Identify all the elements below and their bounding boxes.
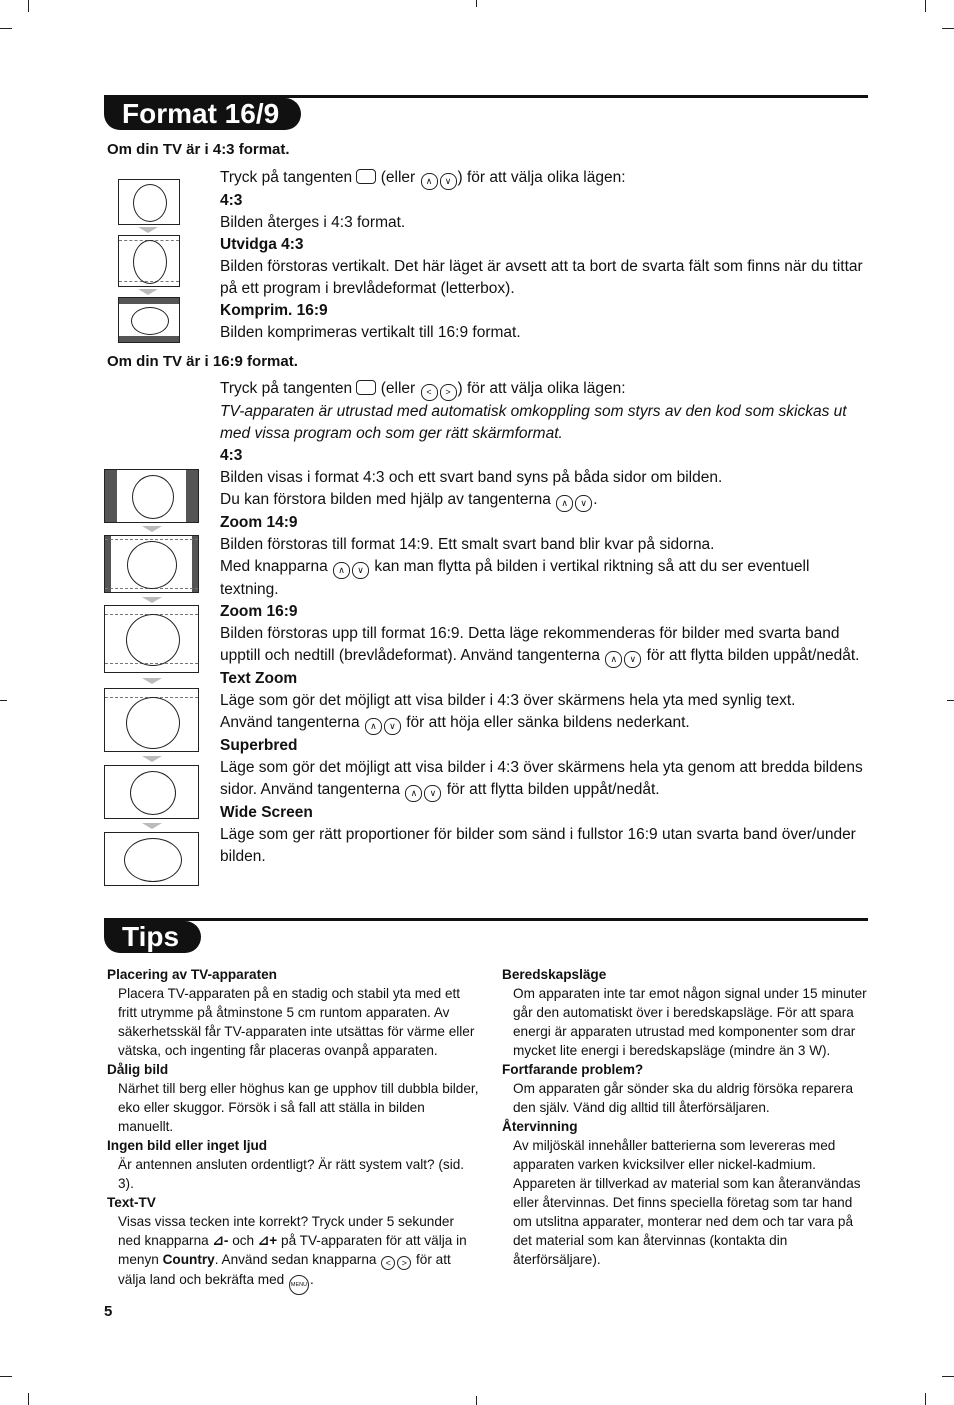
volume-plus-key: ⊿+ (257, 1233, 278, 1248)
arrow-icon (138, 227, 158, 233)
tv-superwide-icon (104, 765, 199, 819)
tip-text: Närhet till berg eller höghus kan ge upphov till dubbla bilder, eko eller skuggor. Försök i så fall att ställa in bilden manuellt. (118, 1081, 479, 1134)
mode-name: 4:3 (220, 192, 243, 209)
tip-heading: Fortfarande problem? (502, 1062, 644, 1077)
mode-name: Text Zoom (220, 670, 298, 687)
arrow-icon (142, 756, 162, 762)
tip-heading: Beredskapsläge (502, 967, 607, 982)
crop-mark (0, 1376, 12, 1377)
section-169-text: Tryck på tangenten (eller < > ) för att välja olika lägen: TV-apparaten är utrustad med automatisk omkoppling som styrs av den kod som skickas ut med vissa program och som ger rätt skärmformat. 4:3 Bilden visas i format 4:3 och ett svart band syns på båda sidor om bilden. Du kan förstora bilden med hjälp av tangenterna ∧ ∨ . Zoom 14:9 Bilden förstoras till format 14:9. Ett smalt svart band blir kvar på sidorna. Med knapparna ∧ ∨ kan man flytta på bilden i vertikal riktning så att du ser eventuell textning. Zoom 16:9 Bilden förstoras upp till format 16:9. Detta läge rekommenderas för bilder med svarta band upptill och nedtill (brevlådeformat). Använd tangenterna ∧ ∨ för att flytta bilden uppåt/nedåt. Text Zoom Läge som gör det möjligt att visa bilder i 4:3 över skärmens hela yta med synlig text. Använd tangenterna ∧ ∨ för att höja eller sänka bildens nederkant. Superbred Läge som gör det möjligt att visa bilder i 4:3 över skärmens hela yta genom att bredda bildens sidor. Använd tangenterna ∧ ∨ för att flytta bilden uppåt/nedåt. Wide Screen Läge som ger rätt proportioner för bilder som sänd i fullstor 16:9 utan svarta band över/under bilden. (220, 378, 870, 868)
arrow-icon (142, 678, 162, 684)
tv-zoom-149-icon (104, 535, 199, 593)
auto-switch-note: TV-apparaten är utrustad med automatisk omkoppling som styrs av den kod som skickas ut med vissa program och som ger rätt skärmformat. (220, 403, 847, 442)
crop-mark (925, 0, 926, 12)
format-key-icon (356, 380, 376, 395)
tip-heading: Dålig bild (107, 1062, 169, 1077)
mode-desc: Läge som gör det möjligt att visa bilder i 4:3 över skärmens hela yta med synlig text. (220, 692, 796, 709)
arrow-icon (142, 823, 162, 829)
tv-43-icon (118, 179, 180, 225)
crop-mark (476, 1396, 477, 1405)
format-key-icon (356, 169, 376, 184)
crop-mark (0, 700, 7, 701)
mode-desc: Bilden förstoras till format 14:9. Ett smalt svart band blir kvar på sidorna. (220, 536, 715, 553)
arrow-icon (138, 289, 158, 295)
crop-mark (942, 28, 954, 29)
tip-text: Om apparaten inte tar emot någon signal under 15 minuter går den automatiskt över i beredskapsläge. För att spara energi är apparaten utrustad med komponenter som drar mycket lite energi i beredskapsläge (mindre än 3 W). (513, 986, 867, 1058)
header-rule (104, 918, 868, 921)
tip-text: Om apparaten går sönder ska du aldrig försöka reparera den själv. Vänd dig alltid till återförsäljaren. (513, 1081, 854, 1115)
country-menu-word: Country (162, 1252, 215, 1267)
tv-widescreen-icon (104, 832, 199, 886)
mode-desc: Bilden komprimeras vertikalt till 16:9 format. (220, 324, 521, 341)
left-key-icon: < (381, 1256, 395, 1270)
mode-name: Wide Screen (220, 804, 313, 821)
tip-text: Av miljöskäl innehåller batterierna som levereras med apparaten varken kvicksilver eller nickel-kadmium. Appareten är tillverkad av material som kan återanvändas eller återvinnas. Det finns speciella företag som tar hand om utslitna apparater, monterar ned dem och tar vara på det material som kan återvinnas (kontakta din återförsäljare). (513, 1138, 861, 1267)
tip-text: Är antennen ansluten ordentligt? Är rätt system valt? (sid. 3). (118, 1157, 465, 1191)
tip-heading: Återvinning (502, 1119, 578, 1134)
down-key-icon: ∨ (424, 785, 441, 802)
up-key-icon: ∧ (605, 651, 622, 668)
tv-expand-43-icon (118, 235, 180, 287)
arrow-icon (142, 597, 162, 603)
tv-text-zoom-icon (104, 688, 199, 752)
tips-left-column (107, 965, 479, 1295)
mode-name: Zoom 16:9 (220, 603, 298, 620)
tv-zoom-169-icon (104, 605, 199, 673)
section-169-heading: Om din TV är i 16:9 format. (107, 353, 298, 370)
arrow-icon (142, 526, 162, 532)
page-number: 5 (104, 1303, 113, 1320)
down-key-icon: ∨ (384, 718, 401, 735)
crop-mark (28, 0, 29, 12)
mode-name: Superbred (220, 737, 298, 754)
crop-mark (0, 28, 12, 29)
crop-mark (925, 1393, 926, 1405)
tip-heading: Placering av TV-apparaten (107, 967, 277, 982)
tips-right-column (502, 965, 874, 1269)
mode-desc: Bilden visas i format 4:3 och ett svart band syns på båda sidor om bilden. (220, 469, 723, 486)
tip-heading: Text-TV (107, 1195, 156, 1210)
up-key-icon: ∧ (333, 562, 350, 579)
crop-mark (942, 1376, 954, 1377)
mode-name: Zoom 14:9 (220, 514, 298, 531)
section-43-text: Tryck på tangenten (eller ∧ ∨ ) för att välja olika lägen: 4:3 Bilden återges i 4:3 format. Utvidga 4:3 Bilden förstoras vertikalt. Det här läget är avsett att ta bort de svarta fält som finns när du tittar på ett program i brevlådeformat (letterbox). Komprim. 16:9 Bilden komprimeras vertikalt till 16:9 format. (220, 167, 870, 344)
tips-header (104, 918, 868, 954)
up-key-icon: ∧ (405, 785, 422, 802)
crop-mark (28, 1393, 29, 1405)
menu-key-icon: MENU (289, 1275, 309, 1295)
mode-name: Komprim. 16:9 (220, 302, 328, 319)
mode-desc: Läge som ger rätt proportioner för bilder som sänd i fullstor 16:9 utan svarta band över/under bilden. (220, 826, 856, 865)
down-key-icon: ∨ (575, 495, 592, 512)
tip-text: Visas vissa tecken inte korrekt? Tryck under 5 sekunder ned knapparna ⊿- och ⊿+ på TV-apparaten för att välja in menyn Country. Använd sedan knapparna < > för att välja land och bekräfta med MENU . (118, 1212, 479, 1295)
tv-compress-169-icon (118, 297, 180, 343)
right-key-icon: > (440, 384, 457, 401)
crop-mark (947, 700, 954, 701)
down-key-icon: ∨ (352, 562, 369, 579)
section-43-heading: Om din TV är i 4:3 format. (107, 141, 290, 158)
down-key-icon: ∨ (624, 651, 641, 668)
left-key-icon: < (421, 384, 438, 401)
up-key-icon: ∧ (365, 718, 382, 735)
crop-mark (476, 0, 477, 7)
mode-desc: Bilden förstoras vertikalt. Det här läget är avsett att ta bort de svarta fält som finns när du tittar på ett program i brevlådeformat (letterbox). (220, 258, 863, 297)
volume-minus-key: ⊿- (212, 1233, 229, 1248)
down-key-icon: ∨ (440, 173, 457, 190)
right-key-icon: > (397, 1256, 411, 1270)
up-key-icon: ∧ (556, 495, 573, 512)
tip-text: Placera TV-apparaten på en stadig och stabil yta med ett fritt utrymme på åtminstone 5 cm runtom apparaten. Av säkerhetsskäl får TV-apparaten inte utsättas för värme eller vätska, och ingenting får placeras ovanpå apparaten. (118, 986, 475, 1058)
up-key-icon: ∧ (421, 173, 438, 190)
mode-name: Utvidga 4:3 (220, 236, 304, 253)
tv-169-43-icon (104, 469, 199, 523)
format-header (104, 95, 868, 131)
tips-title: Tips (104, 921, 201, 953)
mode-desc: Bilden återges i 4:3 format. (220, 214, 406, 231)
tip-heading: Ingen bild eller inget ljud (107, 1138, 268, 1153)
mode-name: 4:3 (220, 447, 243, 464)
format-title: Format 16/9 (104, 98, 301, 130)
